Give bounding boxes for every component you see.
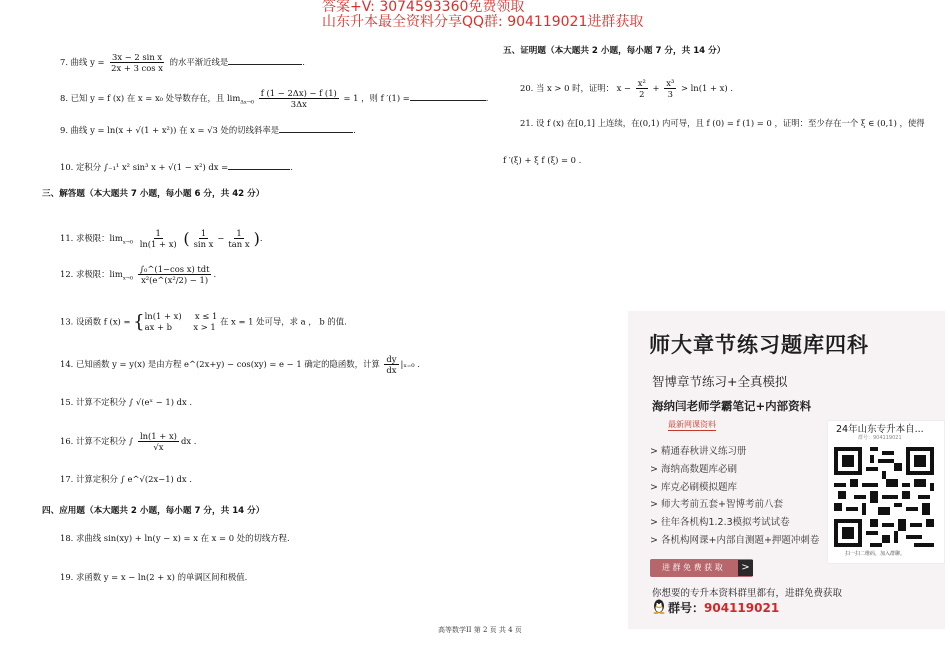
q12-number: 12. xyxy=(60,269,74,279)
q11-f2-den: sin x xyxy=(193,239,214,249)
section-5-heading: 五、证明题（本大题共 2 小题，每小题 7 分，共 14 分） xyxy=(503,46,726,56)
chevron-right-icon[interactable]: > xyxy=(738,560,753,576)
question-12: 12. 求极限：$\lim_{x\to 0}$ $\frac{\text{∫₀\textasciicircum{}(1−cos x) tdt}}{\text{x²(e\textasciicircum{}(x²/2) − 1)}}$ . xyxy=(60,264,217,285)
qq-penguin-icon xyxy=(652,599,666,614)
ad-line-1: 智博章节练习+全真模拟 xyxy=(652,374,788,389)
ad-item-1-label: 精通春秋讲义练习册 xyxy=(660,446,747,457)
q13-suffix: 在 x = 1 处可导，求 a ， b 的值. xyxy=(220,316,347,327)
q11-right-paren: ) xyxy=(253,229,260,248)
section-4-heading: 四、应用题（本大题共 2 小题，每小题 7 分，共 14 分） xyxy=(42,506,265,516)
q13-case-1: ln(1 + x) x ≤ 1 xyxy=(144,311,218,321)
q11-f1-den: ln(1 + x) xyxy=(139,239,177,249)
q14-d-den: dx xyxy=(386,365,397,375)
q14-tail: |ₓ₌₀ . xyxy=(400,359,420,369)
question-7: 7. 曲线 y = $\frac{\text{3x − 2 sin x}}{\text{2x + 3 cos x}}$ 的水平渐近线是 . xyxy=(60,52,305,73)
q16-numerator: ln(1 + x) xyxy=(139,431,177,441)
ad-line-2: 海纳闫老师学霸笔记+内部资料 xyxy=(652,399,812,413)
q7-denominator: 2x + 3 cos x xyxy=(111,63,163,73)
question-15 xyxy=(60,397,192,408)
q7-suffix: 的水平渐近线是 xyxy=(169,57,229,67)
q20-number: 20. xyxy=(520,83,534,93)
q14-derivative xyxy=(384,354,398,375)
qr-caption: 扫一扫二维码，加入群聊。 xyxy=(845,551,906,557)
q9-text: 曲线 y = ln(x + √(1 + x²)) 在 x = √3 处的切线斜率是 xyxy=(70,125,280,135)
ad-tag: 最新网课资料 xyxy=(668,420,716,429)
q11-fraction-2 xyxy=(192,228,216,249)
ad-title: 师大章节练习题库四科 xyxy=(649,333,869,357)
watermark-line-1: 答案+V: 3074593360免费领取 xyxy=(322,0,525,15)
q12-fraction xyxy=(138,264,212,285)
qr-group-number: 群号：904119021 xyxy=(858,435,902,441)
ad-item-1: > 精通春秋讲义练习册 xyxy=(650,446,747,457)
question-8: 8. 已知 y = f (x) 在 x = x₀ 处导数存在，且 $\lim_{\Delta x\to 0}$ $\frac{f (1 - 2\Delta x) - f (1)}{3\Delta x}$ = 1 ，则 f ′(1) = . xyxy=(60,88,489,109)
join-group-button-label[interactable]: 进 群 免 费 获 取 xyxy=(662,563,723,572)
q18-text: 求曲线 sin(xy) + ln(y − x) = x 在 x = 0 处的切线方程. xyxy=(76,533,290,543)
q10-text: 定积分 ∫₋₁¹ x² sin³ x + √(1 − x²) dx = xyxy=(76,162,229,172)
question-19 xyxy=(60,572,247,583)
q12-prefix: 求极限：lim xyxy=(76,269,123,279)
q19-number: 19. xyxy=(60,572,74,582)
q11-limit-sub: x→0 xyxy=(122,239,134,246)
watermark-line-2: 山东升本最全资料分享QQ群: 904119021进群获取 xyxy=(322,14,644,30)
ad-bottom-text: 你想要的专升本资料群里都有，进群免费获取 xyxy=(652,588,843,599)
q12-limit-sub: x→0 xyxy=(122,275,134,282)
question-10: 10. 定积分 ∫₋₁¹ x² sin³ x + √(1 − x²) dx = . xyxy=(60,162,293,172)
q13-case-2: ax + b x > 1 xyxy=(144,322,216,332)
q16-fraction xyxy=(138,431,179,452)
q11-f1-num: 1 xyxy=(155,228,161,238)
question-21-continuation: f ′(ξ) + ξ f (ξ) = 0 . xyxy=(503,155,582,165)
ad-item-3: > 库克必刷模拟题库 xyxy=(650,482,737,493)
ad-item-5-label: 往年各机构1.2.3模拟考试试卷 xyxy=(660,517,790,528)
ad-group-label: 群号： xyxy=(668,601,705,615)
q9-number: 9. xyxy=(60,125,68,135)
question-17 xyxy=(60,474,192,485)
q8-fraction xyxy=(259,88,339,109)
q11-fraction-3 xyxy=(226,228,251,249)
question-9: 9. 曲线 y = ln(x + √(1 + x²)) 在 x = √3 处的切线斜率是 . xyxy=(60,125,356,135)
ad-item-2-label: 海纳高数题库必刷 xyxy=(660,464,737,475)
q7-answer-blank xyxy=(228,56,302,65)
q11-f3-num: 1 xyxy=(236,228,242,238)
ad-group-value: 904119021 xyxy=(704,601,780,615)
q13-cases xyxy=(145,311,218,333)
ad-item-6-label: 各机构网课+内部自测题+押题冲刺卷 xyxy=(660,535,820,546)
question-13 xyxy=(60,311,347,333)
q21-number: 21. xyxy=(520,118,534,128)
question-20 xyxy=(520,78,733,99)
question-11: 11. 求极限：$\lim_{x\to 0}$ $\frac{1}{\ln(1 + x)}$ ( $\frac{1}{\text{sin x}}$ − $\frac{1}{\text{tan x}}$ ). xyxy=(60,228,263,249)
q20-fraction-2 xyxy=(664,78,676,99)
q10-number: 10. xyxy=(60,162,74,172)
q8-limit-sub: Δx→0 xyxy=(240,99,255,106)
q17-number: 17. xyxy=(60,474,74,484)
q20-f1-den: 2 xyxy=(639,89,645,99)
ad-item-6: > 各机构网课+内部自测题+押题冲刺卷 xyxy=(650,535,820,546)
q11-number: 11. xyxy=(60,233,74,243)
question-18 xyxy=(60,533,290,544)
q20-suffix: > ln(1 + x) . xyxy=(680,83,733,93)
question-21 xyxy=(520,118,925,129)
q11-fraction-1 xyxy=(138,228,179,249)
q16-denominator: √x xyxy=(153,442,164,452)
q8-denominator: 3Δx xyxy=(290,99,307,109)
q8-numerator: f (1 − 2Δx) − f (1) xyxy=(260,88,337,98)
ad-item-4-label: 师大考前五套+智博考前八套 xyxy=(660,499,783,510)
q13-number: 13. xyxy=(60,316,74,327)
ad-item-3-label: 库克必刷模拟题库 xyxy=(660,482,737,493)
q21-text: 设 f (x) 在[0,1] 上连续，在(0,1) 内可导，且 f (0) = f (1) = 0 ，证明：至少存在一个 ξ ∈ (0,1) ，使得 xyxy=(536,118,925,128)
q20-f2-num: x³ xyxy=(666,78,675,88)
q20-f1-num: x² xyxy=(637,78,646,88)
q14-d-num: dy xyxy=(386,354,397,364)
q7-fraction xyxy=(109,52,165,73)
section-3-heading: 三、解答题（本大题共 7 小题，每小题 6 分，共 42 分） xyxy=(42,189,265,199)
q20-plus: + xyxy=(652,83,660,93)
q13-prefix: 设函数 f (x) = xyxy=(76,316,131,327)
q7-number: 7. xyxy=(60,57,68,67)
q12-denominator: x²(e^(x²/2) − 1) xyxy=(141,275,209,285)
q11-prefix: 求极限：lim xyxy=(76,233,123,243)
q11-f2-num: 1 xyxy=(200,228,207,238)
q13-brace: { xyxy=(133,311,145,333)
q8-answer-blank xyxy=(410,92,486,101)
q14-text: 已知函数 y = y(x) 是由方程 e^(2x+y) − cos(xy) = e − 1 确定的隐函数，计算 xyxy=(76,359,380,369)
q8-prefix: 已知 y = f (x) 在 x = x₀ 处导数存在，且 lim xyxy=(70,93,241,103)
q15-number: 15. xyxy=(60,397,74,407)
q8-number: 8. xyxy=(60,93,68,103)
ad-item-4: > 师大考前五套+智博考前八套 xyxy=(650,499,783,510)
q14-number: 14. xyxy=(60,359,74,369)
q20-fraction-1 xyxy=(636,78,648,99)
q18-number: 18. xyxy=(60,533,74,543)
q17-text: 计算定积分 ∫ e^√(2x−1) dx . xyxy=(76,474,192,484)
q16-suffix: dx . xyxy=(180,436,197,446)
q7-numerator: 3x − 2 sin x xyxy=(112,52,163,62)
ad-group-number xyxy=(668,599,779,616)
qr-title: 24年山东专升本自... xyxy=(836,424,924,435)
q7-prefix: 曲线 y = xyxy=(70,57,105,67)
q20-f2-den: 3 xyxy=(667,89,673,99)
question-14 xyxy=(60,354,420,375)
q15-text: 计算不定积分 ∫ √(eˣ − 1) dx . xyxy=(76,397,193,407)
q9-answer-blank xyxy=(279,124,353,133)
ad-item-5: > 往年各机构1.2.3模拟考试试卷 xyxy=(650,517,790,528)
q16-number: 16. xyxy=(60,436,74,446)
q11-f3-den: tan x xyxy=(228,239,250,249)
ad-item-2: > 海纳高数题库必刷 xyxy=(650,464,737,475)
page-footer: 高等数学II 第 2 页 共 4 页 xyxy=(438,626,522,634)
q11-left-paren: ( xyxy=(183,229,190,248)
question-16 xyxy=(60,431,196,452)
q12-numerator: ∫₀^(1−cos x) tdt xyxy=(139,264,210,274)
q20-prefix: 当 x > 0 时，证明： x − xyxy=(536,83,632,93)
q19-text: 求函数 y = x − ln(2 + x) 的单调区间和极值. xyxy=(76,572,248,582)
q10-answer-blank xyxy=(228,161,290,170)
q8-suffix: = 1 ，则 f ′(1) = xyxy=(343,93,410,103)
q16-prefix: 计算不定积分 ∫ xyxy=(76,436,134,446)
qr-code-icon[interactable] xyxy=(834,447,934,547)
